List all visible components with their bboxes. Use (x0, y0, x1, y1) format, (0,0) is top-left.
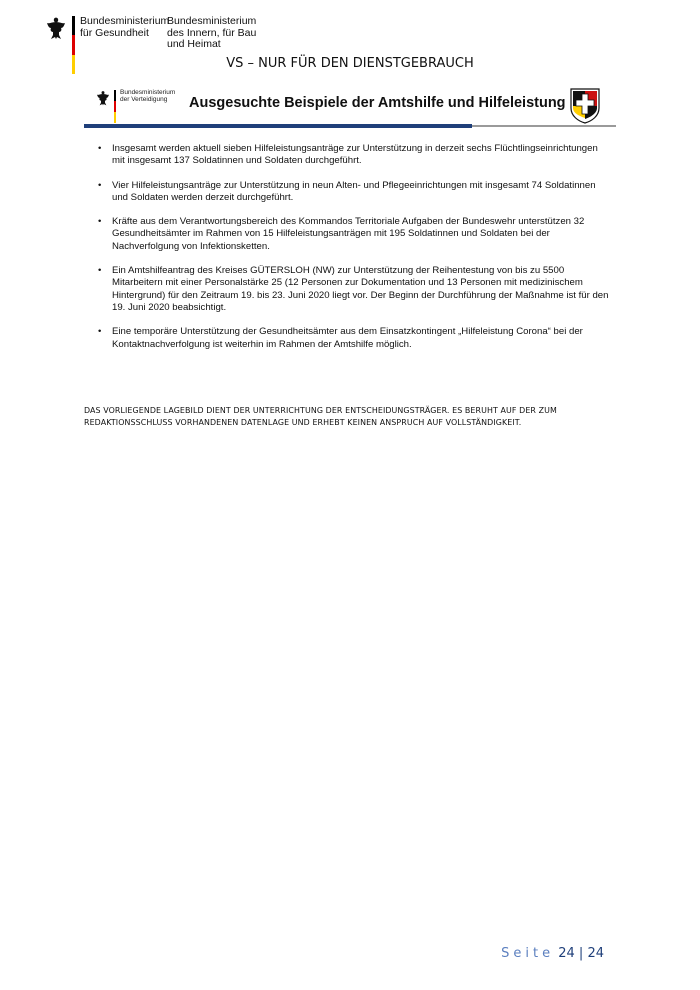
slide-flag-bar (114, 90, 116, 123)
bullet-marker: • (98, 143, 102, 154)
ministry-defence-label: Bundesministerium der Verteidigung (120, 89, 176, 103)
bullet-text: Vier Hilfeleistungsanträge zur Unterstützung in neun Alten- und Pflegeeinrichtungen mit insgesamt 74 Soldatinnen und Soldaten werden derzeit durchgeführt. (112, 179, 596, 203)
total-pages: 24 (587, 946, 604, 961)
bullet-text: Eine temporäre Unterstützung der Gesundheitsämter aus dem Einsatzkontingent „Hilfeleistung Corona“ bei der Kontaktnachverfolgung ist weiterhin im Rahmen der Amtshilfe möglich. (112, 326, 583, 350)
disclaimer-text: DAS VORLIEGENDE LAGEBILD DIENT DER UNTERRICHTUNG DER ENTSCHEIDUNGSTRÄGER. ES BERUHT AUF DER ZUM REDAKTIONSSCHLUSS VORHANDENEN DATENLAGE UND ERHEBT KEINEN ANSPRUCH AUF VOLLSTÄNDIGKEIT. (84, 406, 557, 427)
bullet-item (96, 143, 610, 168)
bullet-text: Insgesamt werden aktuell sieben Hilfeleistungsanträge zur Unterstützung in derzeit sechs Flüchtlingseinrichtungen mit insgesamt 137 Soldatinnen und Soldaten durchgeführt. (112, 143, 598, 167)
bullet-marker: • (98, 216, 102, 228)
bullet-marker: • (98, 179, 102, 191)
current-page: 24 (558, 946, 575, 961)
classification-label: VS – NUR FÜR DEN DIENSTGEBRAUCH (226, 56, 474, 71)
bullet-marker: • (98, 265, 102, 277)
page-separator: | (578, 946, 584, 961)
federal-eagle-icon (46, 16, 66, 40)
ministry-health-label: Bundesministerium für Gesundheit (80, 15, 170, 39)
bullet-item (96, 216, 610, 253)
bullet-item (96, 180, 610, 205)
bullet-text: Ein Amtshilfeantrag des Kreises GÜTERSLOH (NW) zur Unterstützung der Reihentestung von bis zu 5500 Mitarbeitern mit einer Personalstärke 25 (12 Personen zur Dokumentation und 13 Personen mit medizinischem Hintergrund) für den Zeitraum 19. bis 23. Juni 2020 liegt vor. Der Beginn der Durchführung der Maßnahme ist für den 19. Juni 2020 beabsichtigt. (112, 265, 609, 313)
slide-title: Ausgesuchte Beispiele der Amtshilfe und Hilfeleistung (189, 95, 566, 111)
page-number (501, 946, 604, 961)
bmvg-eagle-icon (96, 90, 110, 106)
bullet-item (96, 326, 610, 351)
bullet-list (96, 143, 610, 363)
ministry-interior-label: Bundesministerium des Innern, für Bau und Heimat (167, 15, 257, 50)
page-label: Seite (501, 946, 555, 961)
bullet-text: Kräfte aus dem Verantwortungsbereich des Kommandos Territoriale Aufgaben der Bundeswehr unterstützen 32 Gesundheitsämter im Rahmen von 15 Hilfeleistungsanträgen mit 195 Soldatinnen und Soldaten bei der Nachverfolgung von Infektionsketten. (112, 216, 585, 252)
title-rule (84, 124, 616, 128)
bullet-item (96, 265, 610, 314)
bundeswehr-crest-icon (570, 88, 600, 124)
bullet-marker: • (98, 326, 102, 338)
